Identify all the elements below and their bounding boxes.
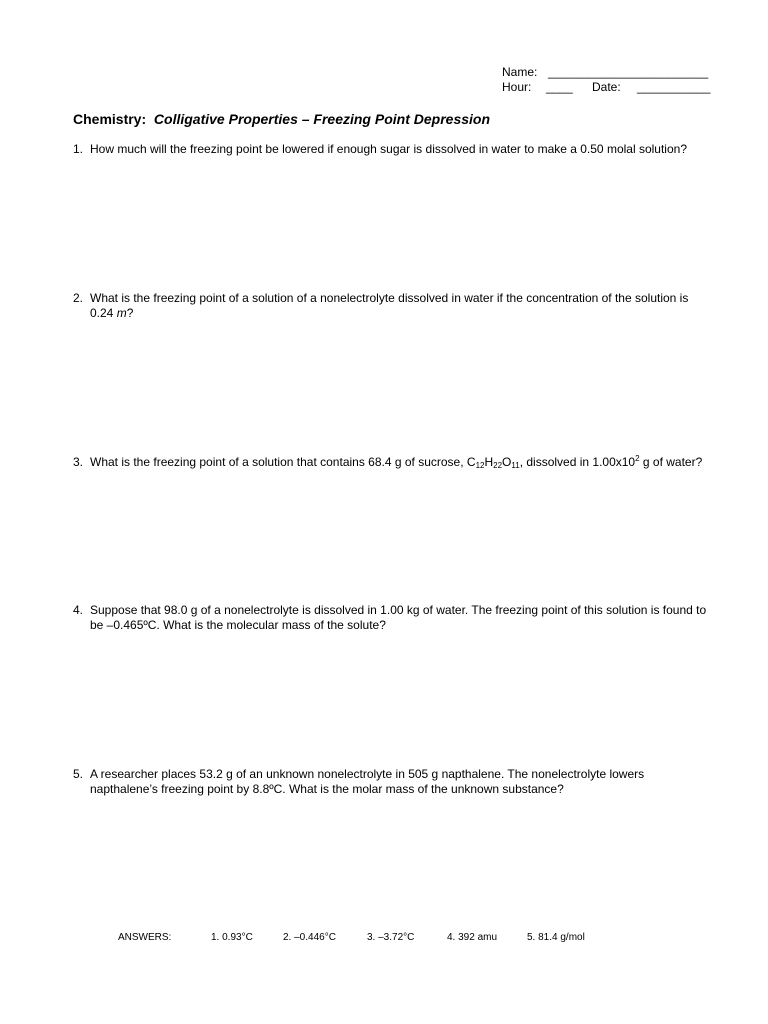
question-text-part: ? <box>126 306 134 320</box>
date-blank: ___________ <box>637 80 711 94</box>
topic-title: Colligative Properties – Freezing Point Depression <box>153 111 491 127</box>
question-number: 5. <box>73 767 84 781</box>
formula-subscript: 11 <box>511 461 520 470</box>
answers-label: ANSWERS: <box>118 932 172 943</box>
name-label: Name: <box>502 65 538 79</box>
question-1 <box>73 142 713 157</box>
date-label: Date: <box>592 80 621 94</box>
question-text: How much will the freezing point be lowered if enough sugar is dissolved in water to make a 0.50 molal solution? <box>90 142 687 156</box>
question-text <box>90 455 713 470</box>
question-number: 1. <box>73 142 84 156</box>
name-row <box>502 65 710 80</box>
question-3 <box>73 455 713 470</box>
hour-blank: ____ <box>546 80 573 94</box>
question-2 <box>73 291 713 321</box>
answer-item: 5. 81.4 g/mol <box>527 932 585 943</box>
question-text <box>90 291 713 321</box>
answer-item: 4. 392 amu <box>447 932 498 943</box>
page-title <box>73 110 490 128</box>
formula-element: O <box>502 455 512 469</box>
exponent: 2 <box>635 454 640 463</box>
formula-subscript: 22 <box>493 461 503 470</box>
answer-item: 1. 0.93°C <box>211 932 253 943</box>
question-text-part: g of water? <box>639 455 703 469</box>
question-5 <box>73 767 713 797</box>
hour-label: Hour: <box>502 80 532 94</box>
question-number: 4. <box>73 603 84 617</box>
question-text: A researcher places 53.2 g of an unknown nonelectrolyte in 505 g napthalene. The nonelectrolyte lowers napthalene’s freezing point by 8.8ºC. What is the molar mass of the unknown substance? <box>90 767 645 796</box>
molality-unit: m <box>116 306 127 320</box>
question-number: 2. <box>73 291 84 305</box>
question-text-part: What is the freezing point of a solution that contains 68.4 g of sucrose, C <box>90 455 476 469</box>
question-text: Suppose that 98.0 g of a nonelectrolyte is dissolved in 1.00 kg of water. The freezing point of this solution is found to be –0.465ºC. What is the molecular mass of the solute? <box>90 603 707 632</box>
answer-item: 2. –0.446°C <box>283 932 336 943</box>
formula-element: H <box>484 455 494 469</box>
student-info-fields <box>502 65 710 95</box>
question-number: 3. <box>73 455 84 469</box>
question-text-part: , dissolved in 1.00x10 <box>519 455 636 469</box>
hour-date-row <box>502 80 710 95</box>
question-4 <box>73 603 713 633</box>
formula-subscript: 12 <box>475 461 485 470</box>
question-text-part: What is the freezing point of a solution of a nonelectrolyte dissolved in water if the concentration of the solution is 0.24 <box>90 291 689 320</box>
answer-item: 3. –3.72°C <box>367 932 415 943</box>
name-blank: ________________________ <box>548 65 709 79</box>
subject-label: Chemistry: <box>73 111 147 127</box>
